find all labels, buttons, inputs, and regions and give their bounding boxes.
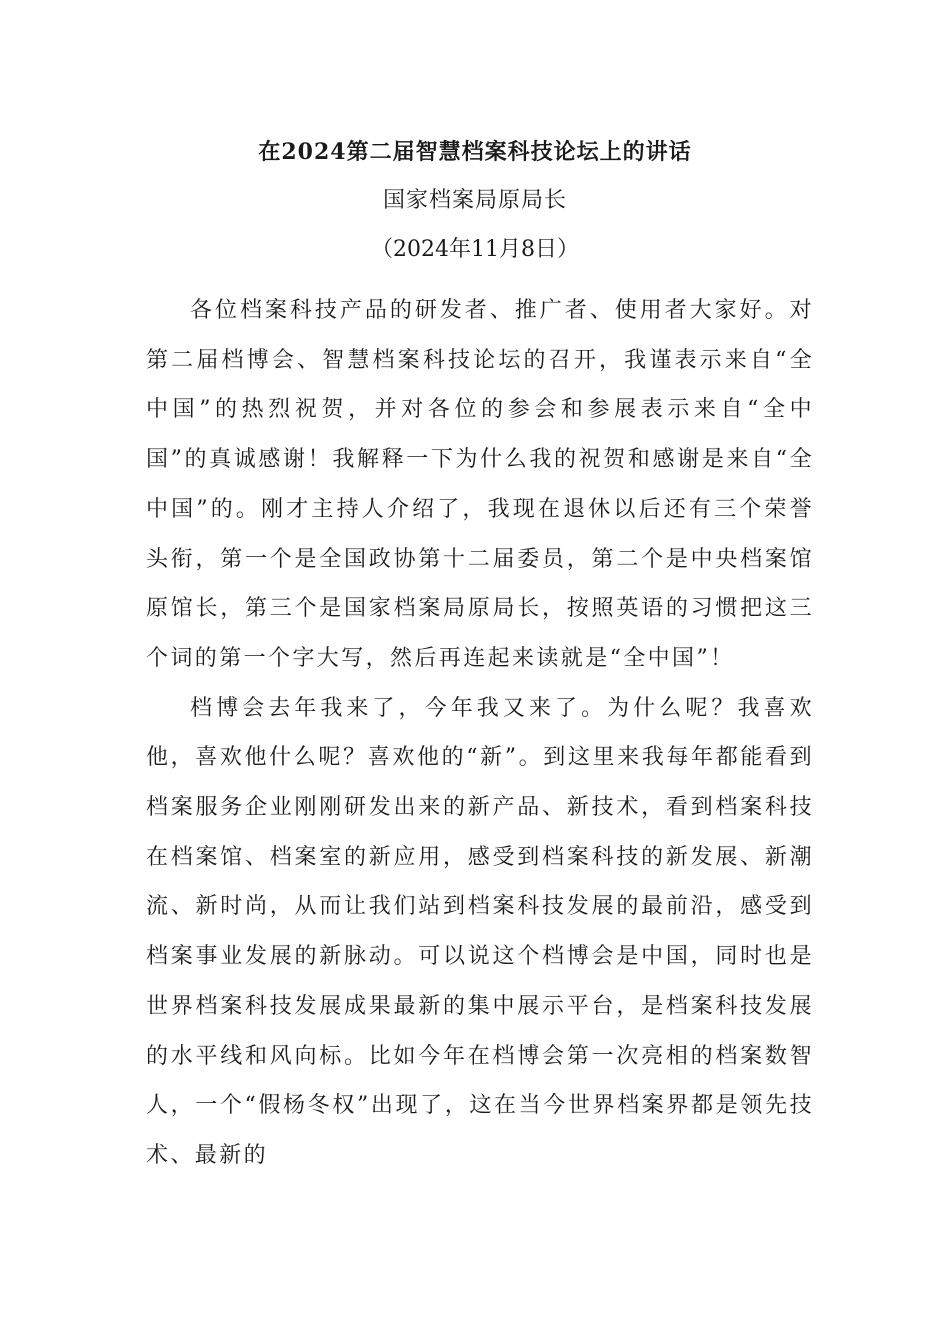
document-body xyxy=(146,286,814,1181)
speaker-line: 国家档案局原局长 xyxy=(382,188,567,213)
paragraph-1: 各位档案科技产品的研发者、推广者、使用者大家好。对第二届档博会、智慧档案科技论坛的召开，我谨表示来自“全中国”的热烈祝贺，并对各位的参会和参展表示来自“全中国”的真诚感谢！我解释一下为什么我的祝贺和感谢是来自“全中国”的。刚才主持人介绍了，我现在退休以后还有三个荣誉头衔，第一个是全国政协第十二届委员，第二个是中央档案馆原馆长，第三个是国家档案局原局长，按照英语的习惯把这三个词的第一个字大写，然后再连起来读就是“全中国”！ xyxy=(146,298,814,671)
document-title: 在2024第二届智慧档案科技论坛上的讲话 xyxy=(258,139,692,165)
speech-date: （2024年11月8日） xyxy=(371,237,579,262)
paragraph-2: 档博会去年我来了，今年我又来了。为什么呢？我喜欢他，喜欢他什么呢？喜欢他的“新”。到这里来我每年都能看到档案服务企业刚刚研发出来的新产品、新技术，看到档案科技在档案馆、档案室的新应用，感受到档案科技的新发展、新潮流、新时尚，从而让我们站到档案科技发展的最前沿，感受到档案事业发展的新脉动。可以说这个档博会是中国，同时也是世界档案科技发展成果最新的集中展示平台，是档案科技发展的水平线和风向标。比如今年在档博会第一次亮相的档案数智人，一个“假杨冬权”出现了，这在当今世界档案界都是领先技术、最新的 xyxy=(146,695,814,1168)
